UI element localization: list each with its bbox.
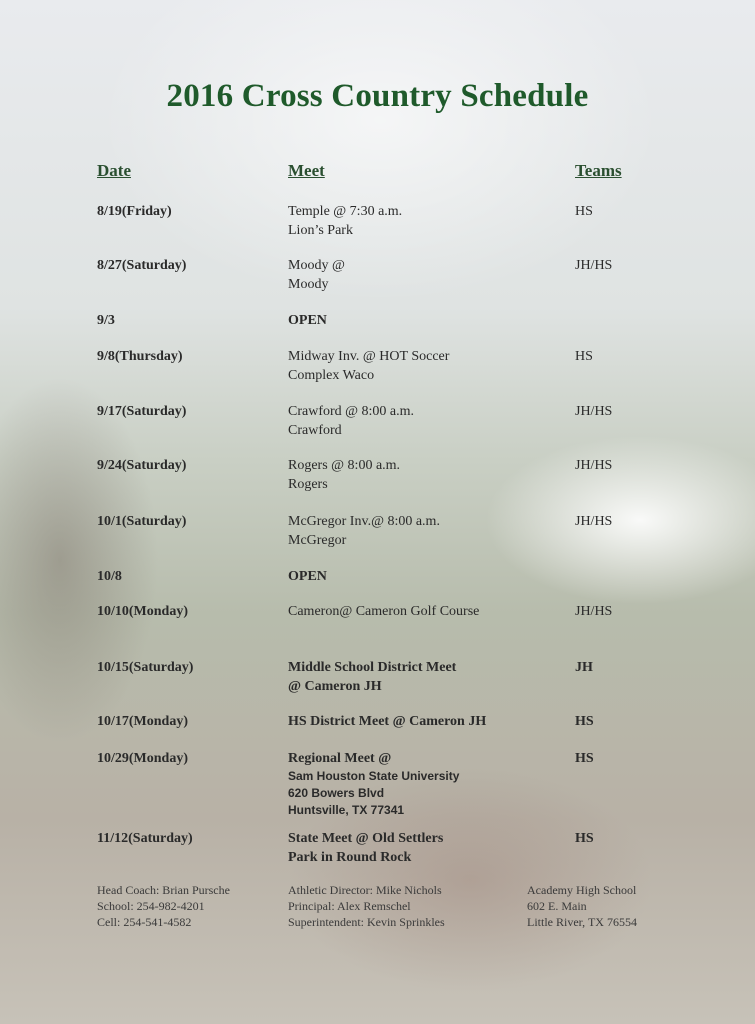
row-teams: HS [575, 751, 594, 766]
row-date: 10/15(Saturday) [97, 660, 194, 675]
row-teams: HS [575, 831, 594, 846]
meet-line: Moody [288, 277, 329, 292]
row-date: 8/27(Saturday) [97, 258, 187, 273]
row-date: 10/17(Monday) [97, 714, 188, 729]
row-teams: JH/HS [575, 604, 613, 619]
row-teams: JH/HS [575, 404, 613, 419]
meet-line: State Meet @ Old Settlers [288, 831, 444, 846]
row-teams: HS [575, 349, 593, 364]
footer-coach-info [97, 882, 230, 930]
footer-school-info [527, 882, 637, 930]
meet-line: Rogers [288, 477, 328, 492]
row-teams: JH/HS [575, 458, 613, 473]
footer-line: Little River, TX 76554 [527, 915, 637, 929]
footer-line: Cell: 254-541-4582 [97, 915, 192, 929]
row-teams: HS [575, 714, 594, 729]
header-teams: Teams [575, 161, 622, 180]
row-date: 9/8(Thursday) [97, 349, 183, 364]
footer-line: Academy High School [527, 883, 637, 897]
row-teams: JH [575, 660, 593, 675]
row-meet [288, 402, 414, 440]
meet-line: @ Cameron JH [288, 679, 382, 694]
footer-line: Athletic Director: Mike Nichols [288, 883, 442, 897]
row-meet: OPEN [288, 569, 327, 584]
meet-line: Moody @ [288, 258, 345, 273]
row-date: 8/19(Friday) [97, 204, 172, 219]
row-date: 9/17(Saturday) [97, 404, 187, 419]
footer-line: Principal: Alex Remschel [288, 899, 411, 913]
row-meet [288, 749, 459, 819]
header-meet: Meet [288, 161, 325, 180]
meet-line: Regional Meet @ [288, 751, 392, 766]
meet-line: Crawford @ 8:00 a.m. [288, 404, 415, 419]
row-meet: OPEN [288, 313, 327, 328]
meet-line: Middle School District Meet [288, 660, 457, 675]
footer-line: Head Coach: Brian Pursche [97, 883, 230, 897]
meet-line: McGregor Inv.@ 8:00 a.m. [288, 514, 440, 529]
footer-line: 602 E. Main [527, 899, 587, 913]
row-meet [288, 456, 400, 494]
row-teams: JH/HS [575, 258, 613, 273]
row-date: 10/10(Monday) [97, 604, 188, 619]
meet-line: Rogers @ 8:00 a.m. [288, 458, 401, 473]
meet-line: Park in Round Rock [288, 850, 412, 865]
footer-admin-info [288, 882, 445, 930]
page-title: 2016 Cross Country Schedule [166, 78, 589, 114]
meet-line: Midway Inv. @ HOT Soccer [288, 349, 450, 364]
row-meet [288, 512, 440, 550]
row-meet [288, 202, 402, 240]
meet-line: Crawford [288, 423, 342, 438]
meet-line: McGregor [288, 533, 347, 548]
row-meet [288, 347, 449, 385]
meet-line: Lion’s Park [288, 223, 353, 238]
meet-line: Complex Waco [288, 368, 375, 383]
row-teams: JH/HS [575, 514, 613, 529]
meet-line: Temple @ 7:30 a.m. [288, 204, 403, 219]
row-meet: HS District Meet @ Cameron JH [288, 714, 487, 729]
header-date: Date [97, 161, 131, 180]
row-date: 10/1(Saturday) [97, 514, 187, 529]
meet-address-line: Sam Houston State University [288, 769, 460, 783]
row-meet [288, 829, 443, 867]
row-meet: Cameron@ Cameron Golf Course [288, 604, 480, 619]
footer-line: School: 254-982-4201 [97, 899, 205, 913]
meet-address-line: Huntsville, TX 77341 [288, 803, 405, 817]
meet-address-line: 620 Bowers Blvd [288, 786, 385, 800]
row-teams: HS [575, 204, 593, 219]
row-meet [288, 256, 345, 294]
row-date: 9/24(Saturday) [97, 458, 187, 473]
row-meet [288, 658, 456, 696]
row-date: 11/12(Saturday) [97, 831, 193, 846]
row-date: 9/3 [97, 313, 115, 328]
footer-line: Superintendent: Kevin Sprinkles [288, 915, 445, 929]
row-date: 10/29(Monday) [97, 751, 188, 766]
row-date: 10/8 [97, 569, 122, 584]
